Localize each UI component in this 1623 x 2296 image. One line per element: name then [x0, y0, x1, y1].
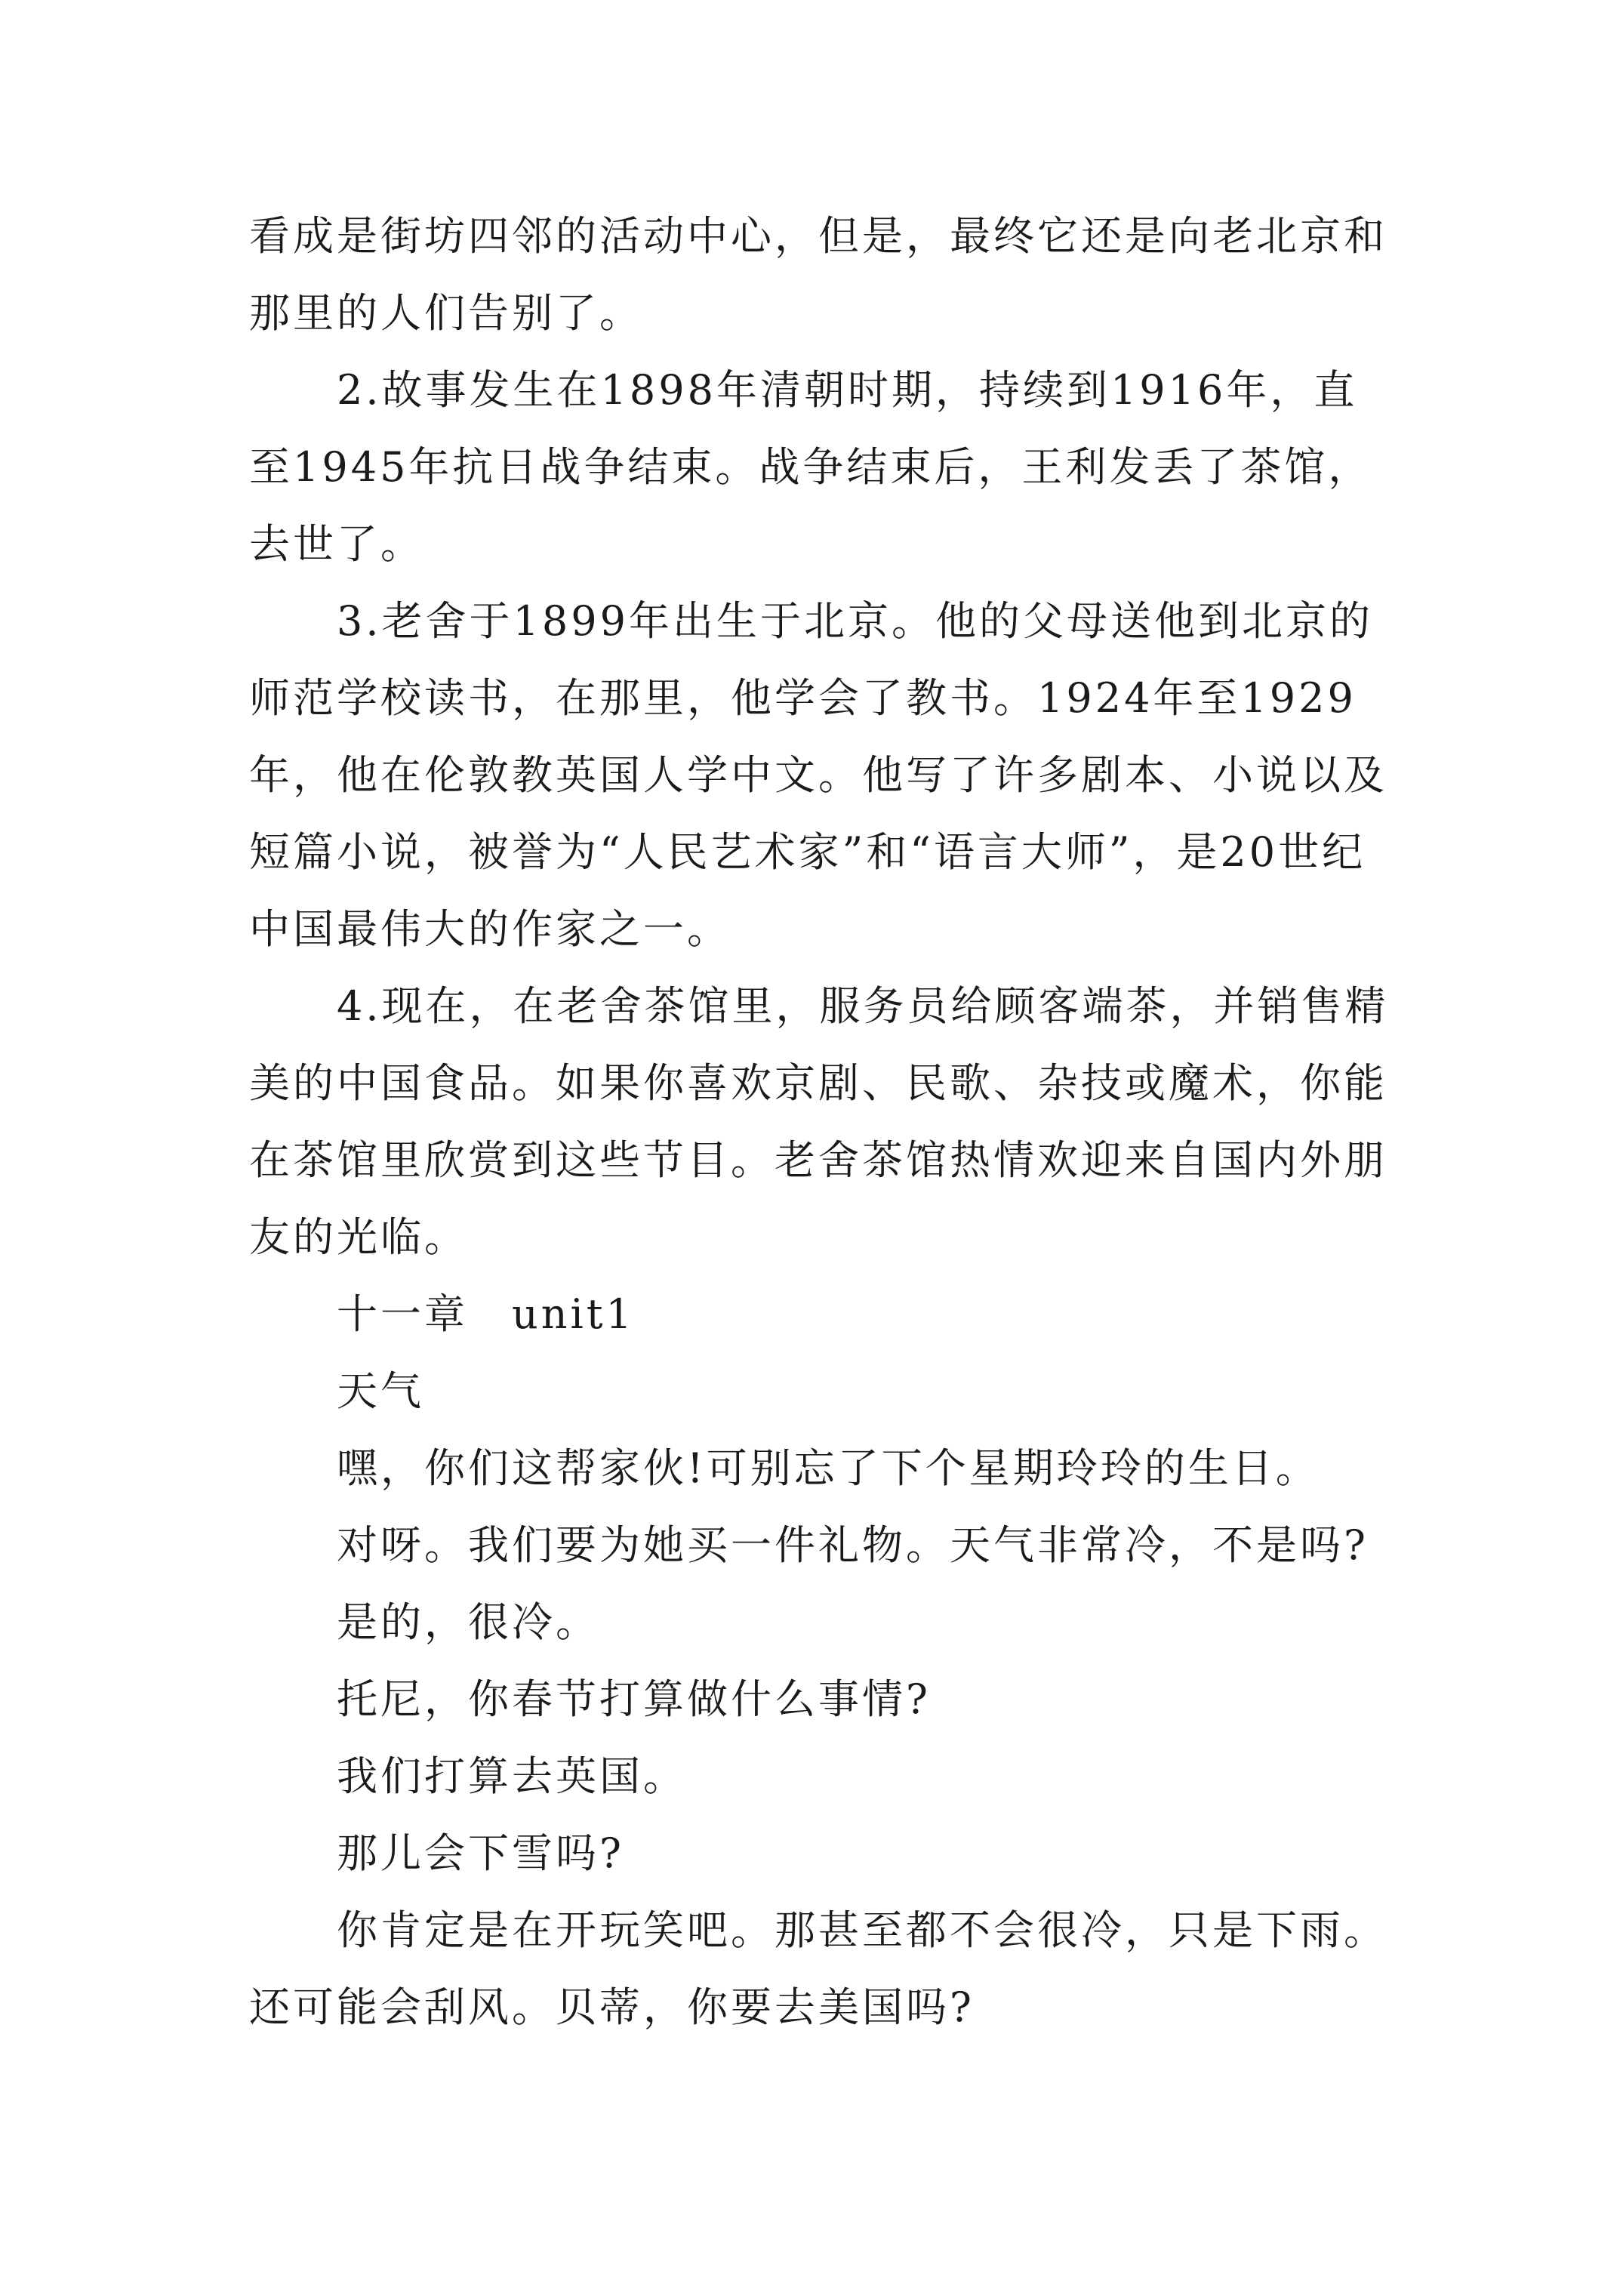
dialogue-line: 托尼，你春节打算做什么事情?: [337, 1675, 931, 1723]
dialogue-paragraph: 你肯定是在开玩笑吧。那甚至都不会很冷，只是下雨。还可能会刮风。贝蒂，你要去美国吗?: [249, 1906, 1387, 2031]
paragraph-story-time: 2.故事发生在1898年清朝时期，持续到1916年，直至1945年抗日战争结束。战争结束后，王利发丢了茶馆，去世了。: [249, 366, 1372, 568]
dialogue-line: 我们打算去英国。: [337, 1752, 687, 1800]
dialogue-line: 是的，很冷。: [337, 1598, 599, 1646]
dialogue-line: 对呀。我们要为她买一件礼物。天气非常冷，不是吗?: [337, 1521, 1369, 1569]
body-text: [249, 198, 1397, 2046]
chapter-heading: 十一章 unit1: [337, 1290, 635, 1338]
dialogue-line: 那儿会下雪吗?: [337, 1829, 624, 1877]
paragraph-laoshe-bio: 3.老舍于1899年出生于北京。他的父母送他到北京的师范学校读书，在那里，他学会了教书。1924年至1929年，他在伦敦教英国人学中文。他写了许多剧本、小说以及短篇小说，被誉为“人民艺术家”和“语言大师”，是20世纪中国最伟大的作家之一。: [249, 597, 1387, 953]
dialogue-line: 嘿，你们这帮家伙!可别忘了下个星期玲玲的生日。: [337, 1444, 1320, 1492]
paragraph-continuation: 看成是街坊四邻的活动中心，但是，最终它还是向老北京和那里的人们告别了。: [249, 212, 1387, 337]
section-title: 天气: [337, 1367, 424, 1415]
paragraph-teahouse-now: 4.现在，在老舍茶馆里，服务员给顾客端茶，并销售精美的中国食品。如果你喜欢京剧、民歌、杂技或魔术，你能在茶馆里欣赏到这些节目。老舍茶馆热情欢迎来自国内外朋友的光临。: [249, 982, 1389, 1261]
